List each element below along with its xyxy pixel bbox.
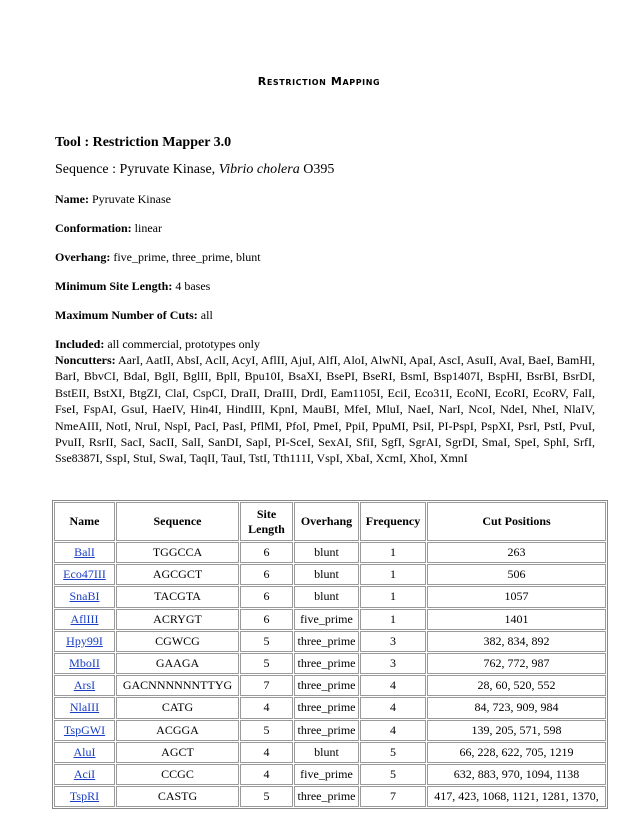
table-body xyxy=(54,542,606,807)
enzyme-link[interactable]: TspRI xyxy=(69,789,100,804)
cell-site-length: 4 xyxy=(240,697,293,718)
enzyme-link[interactable]: BalI xyxy=(74,545,95,560)
field-min-site-length xyxy=(55,278,595,294)
cell-sequence: TGGCCA xyxy=(116,542,239,563)
cell-name xyxy=(54,720,115,741)
cell-cuts: 417, 423, 1068, 1121, 1281, 1370, xyxy=(427,786,606,807)
cell-overhang: three_prime xyxy=(294,720,359,741)
cell-frequency: 1 xyxy=(360,542,426,563)
enzyme-link[interactable]: Hpy99I xyxy=(66,633,103,648)
field-label: Conformation: xyxy=(55,221,132,235)
cell-site-length: 5 xyxy=(240,653,293,674)
cell-overhang: blunt xyxy=(294,742,359,763)
field-value: Pyruvate Kinase xyxy=(88,192,171,206)
enzyme-link[interactable]: SnaBI xyxy=(69,589,100,604)
field-value: five_prime, three_prime, blunt xyxy=(110,250,261,264)
page-title: Restriction Mapping xyxy=(257,75,381,88)
field-label: Name: xyxy=(55,192,89,206)
field-value: linear xyxy=(131,221,162,235)
field-label: Included: xyxy=(55,337,105,351)
table-row xyxy=(54,697,606,718)
field-value: all commercial, prototypes only xyxy=(104,337,260,351)
cell-frequency: 5 xyxy=(360,764,426,785)
sequence-suffix: O395 xyxy=(299,162,335,177)
cell-sequence: AGCGCT xyxy=(116,564,239,585)
cell-site-length: 5 xyxy=(240,786,293,807)
table-row xyxy=(54,675,606,696)
cell-overhang: blunt xyxy=(294,542,359,563)
noncutters-value: AarI, AatII, AbsI, AclI, AcyI, AflII, AjuI, AlfI, AloI, AlwNI, ApaI, AscI, AsuII, AvaI, BaeI, BamHI, BarI, BbvCI, BdaI, BglI, BglII, BplI, Bpu10I, BsaXI, BsePI, BseRI, BsmI, Bsp1407I, BspHI, BsrBI, BsrDI, BstEII, BstXI, BtgZI, ClaI, CspCI, DraII, DraIII, DrdI, Eam1105I, EciI, Eco31I, EcoNI, EcoRI, EcoRV, FalI, FseI, FspAI, GsuI, HaeIV, Hin4I, HindIII, KpnI, MauBI, MfeI, MluI, NaeI, NarI, NcoI, NdeI, NheI, NlaIV, NmeAIII, NotI, NruI, NspI, PacI, PasI, PflMI, PfoI, PmeI, PpiI, PpuMI, PsiI, PI-PspI, PspXI, PsrI, PstI, PvuI, PvuII, RsrII, SacI, SacII, SalI, SanDI, SapI, PI-SceI, SexAI, SfiI, SgfI, SgrAI, SgrDI, SmaI, SpeI, SphI, SrfI, Sse8387I, SspI, StuI, SwaI, TaqII, TauI, TstI, Tth111I, VspI, XbaI, XcmI, XhoI, XmnI xyxy=(55,353,595,466)
cell-sequence: AGCT xyxy=(116,742,239,763)
header-frequency: Frequency xyxy=(360,502,426,541)
cell-cuts: 506 xyxy=(427,564,606,585)
enzyme-link[interactable]: MboII xyxy=(69,656,100,671)
cell-overhang: five_prime xyxy=(294,609,359,630)
table-row xyxy=(54,742,606,763)
cell-overhang: three_prime xyxy=(294,631,359,652)
cell-overhang: three_prime xyxy=(294,653,359,674)
cell-cuts: 66, 228, 622, 705, 1219 xyxy=(427,742,606,763)
cell-cuts: 28, 60, 520, 552 xyxy=(427,675,606,696)
cell-cuts: 1401 xyxy=(427,609,606,630)
cell-cuts: 84, 723, 909, 984 xyxy=(427,697,606,718)
cell-cuts: 139, 205, 571, 598 xyxy=(427,720,606,741)
cell-overhang: three_prime xyxy=(294,675,359,696)
table-row xyxy=(54,653,606,674)
cell-name xyxy=(54,675,115,696)
cell-name xyxy=(54,564,115,585)
cell-name xyxy=(54,631,115,652)
enzyme-link[interactable]: NlaIII xyxy=(69,700,100,715)
enzyme-link[interactable]: AflIII xyxy=(70,611,99,626)
enzyme-link[interactable]: TspGWI xyxy=(63,722,106,737)
field-label: Overhang: xyxy=(55,250,111,264)
table-row xyxy=(54,631,606,652)
table-row xyxy=(54,542,606,563)
cell-name xyxy=(54,742,115,763)
table-row xyxy=(54,764,606,785)
cell-cuts: 263 xyxy=(427,542,606,563)
field-value: 4 bases xyxy=(172,279,211,293)
cell-name xyxy=(54,542,115,563)
enzyme-table-container xyxy=(52,500,606,809)
header-site-length: Site Length xyxy=(240,502,293,541)
field-label: Minimum Site Length: xyxy=(55,279,173,293)
cell-site-length: 6 xyxy=(240,609,293,630)
table-row xyxy=(54,586,606,607)
cell-overhang: blunt xyxy=(294,586,359,607)
table-row xyxy=(54,720,606,741)
cell-name xyxy=(54,697,115,718)
cell-frequency: 1 xyxy=(360,564,426,585)
cell-overhang: blunt xyxy=(294,564,359,585)
cell-site-length: 5 xyxy=(240,720,293,741)
cell-name xyxy=(54,586,115,607)
field-value: all xyxy=(197,308,213,322)
field-overhang xyxy=(55,249,595,265)
cell-site-length: 6 xyxy=(240,542,293,563)
cell-sequence: ACRYGT xyxy=(116,609,239,630)
table-row xyxy=(54,564,606,585)
table-header-row xyxy=(54,502,606,541)
cell-sequence: CGWCG xyxy=(116,631,239,652)
field-label: Maximum Number of Cuts: xyxy=(55,308,198,322)
enzyme-link[interactable]: AciI xyxy=(73,766,96,781)
field-name xyxy=(55,191,595,207)
cell-frequency: 4 xyxy=(360,697,426,718)
cell-frequency: 1 xyxy=(360,609,426,630)
field-conformation xyxy=(55,220,595,236)
table-row xyxy=(54,786,606,807)
cell-name xyxy=(54,786,115,807)
cell-frequency: 7 xyxy=(360,786,426,807)
field-included xyxy=(55,336,595,352)
cell-name xyxy=(54,653,115,674)
cell-sequence: GACNNNNNNTTYG xyxy=(116,675,239,696)
cell-cuts: 1057 xyxy=(427,586,606,607)
noncutters-label: Noncutters: xyxy=(55,353,116,367)
sequence-line xyxy=(55,160,595,180)
enzyme-link[interactable]: AluI xyxy=(73,744,96,759)
tool-name: Tool : Restriction Mapper 3.0 xyxy=(55,135,232,150)
cell-cuts: 762, 772, 987 xyxy=(427,653,606,674)
enzyme-table xyxy=(52,500,608,809)
cell-frequency: 1 xyxy=(360,586,426,607)
cell-overhang: five_prime xyxy=(294,764,359,785)
cell-name xyxy=(54,609,115,630)
cell-site-length: 6 xyxy=(240,564,293,585)
field-max-cuts xyxy=(55,307,595,323)
enzyme-link[interactable]: Eco47III xyxy=(63,567,106,582)
cell-overhang: three_prime xyxy=(294,697,359,718)
cell-sequence: GAAGA xyxy=(116,653,239,674)
organism-name: Vibrio cholera xyxy=(218,162,300,177)
cell-sequence: TACGTA xyxy=(116,586,239,607)
header-overhang: Overhang xyxy=(294,502,359,541)
noncutters-list xyxy=(55,352,595,467)
table-row xyxy=(54,609,606,630)
cell-frequency: 3 xyxy=(360,653,426,674)
enzyme-link[interactable]: ArsI xyxy=(73,678,96,693)
header-sequence: Sequence xyxy=(116,502,239,541)
cell-site-length: 5 xyxy=(240,631,293,652)
report-body xyxy=(55,133,595,467)
cell-overhang: three_prime xyxy=(294,786,359,807)
cell-frequency: 4 xyxy=(360,720,426,741)
cell-cuts: 632, 883, 970, 1094, 1138 xyxy=(427,764,606,785)
cell-site-length: 6 xyxy=(240,586,293,607)
cell-sequence: ACGGA xyxy=(116,720,239,741)
cell-sequence: CASTG xyxy=(116,786,239,807)
cell-site-length: 4 xyxy=(240,764,293,785)
cell-frequency: 5 xyxy=(360,742,426,763)
header-name: Name xyxy=(54,502,115,541)
cell-sequence: CCGC xyxy=(116,764,239,785)
header-cut-positions: Cut Positions xyxy=(427,502,606,541)
cell-sequence: CATG xyxy=(116,697,239,718)
sequence-prefix: Sequence : Pyruvate Kinase, xyxy=(55,162,219,177)
cell-name xyxy=(54,764,115,785)
cell-site-length: 7 xyxy=(240,675,293,696)
cell-frequency: 3 xyxy=(360,631,426,652)
cell-frequency: 4 xyxy=(360,675,426,696)
cell-cuts: 382, 834, 892 xyxy=(427,631,606,652)
cell-site-length: 4 xyxy=(240,742,293,763)
